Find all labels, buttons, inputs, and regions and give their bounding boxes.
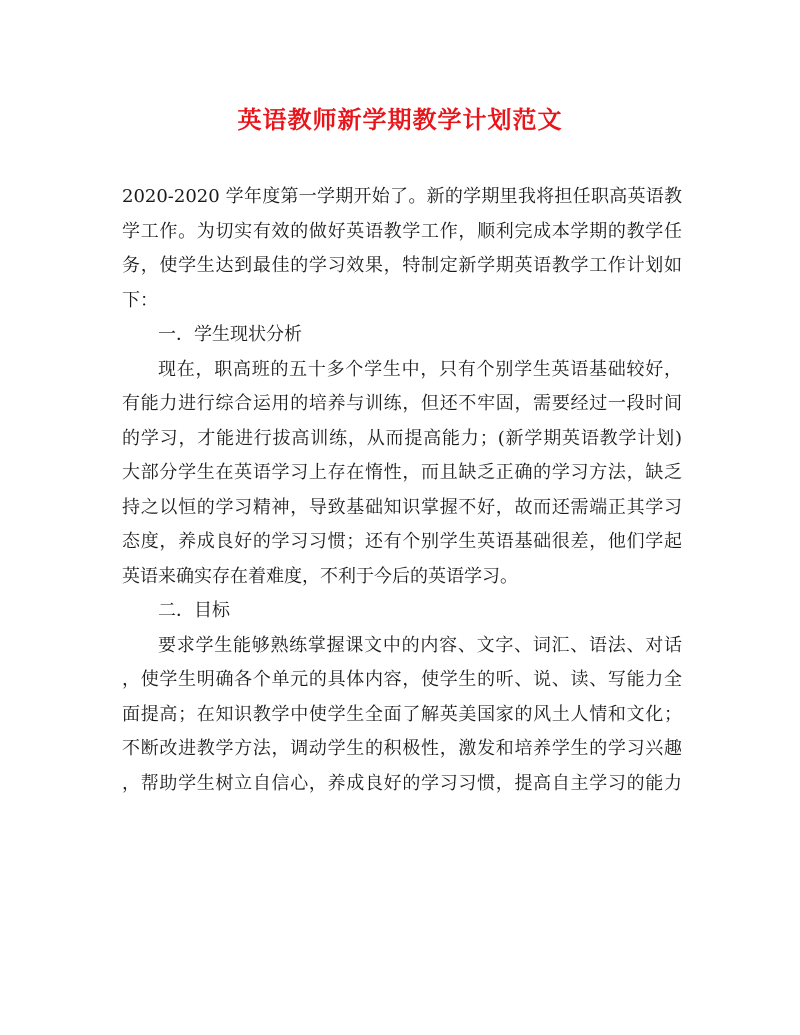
paragraph-line: 有能力进行综合运用的培养与训练，但还不牢固，需要经过一段时间 [122, 393, 682, 414]
paragraph-line: 下： [122, 289, 158, 311]
paragraph-line: 持之以恒的学习精神，导致基础知识掌握不好，故而还需端正其学习 [122, 496, 682, 518]
section-heading-goals: 二．目标 [158, 600, 230, 621]
paragraph-line: 学工作。为切实有效的做好英语教学工作，顺利完成本学期的教学任 [122, 220, 682, 242]
section-heading-student-status: 一．学生现状分析 [158, 324, 302, 345]
paragraph-line: 现在，职高班的五十多个学生中，只有个别学生英语基础较好， [158, 358, 682, 380]
paragraph-line: 要求学生能够熟练掌握课文中的内容、文字、词汇、语法、对话 [158, 634, 682, 656]
paragraph-line: ，帮助学生树立自信心，养成良好的学习习惯，提高自主学习的能力 [122, 772, 682, 794]
paragraph-line: 不断改进教学方法，调动学生的积极性，激发和培养学生的学习兴趣 [122, 738, 682, 759]
document-title: 英语教师新学期教学计划范文 [237, 105, 563, 134]
paragraph-line: 态度，养成良好的学习习惯；还有个别学生英语基础很差，他们学起 [122, 531, 682, 552]
paragraph-line: 面提高；在知识教学中使学生全面了解英美国家的风土人情和文化； [122, 703, 682, 725]
paragraph-line: 2020-2020 学年度第一学期开始了。新的学期里我将担任职高英语教 [122, 186, 682, 207]
paragraph-line: 英语来确实存在着难度，不利于今后的英语学习。 [122, 565, 518, 587]
paragraph-line: 务，使学生达到最佳的学习效果，特制定新学期英语教学工作计划如 [122, 255, 682, 276]
paragraph-line: 的学习，才能进行拔高训练，从而提高能力；(新学期英语教学计划) [122, 427, 682, 449]
paragraph-line: 大部分学生在英语学习上存在惰性，而且缺乏正确的学习方法，缺乏 [122, 462, 682, 483]
document-body [122, 180, 682, 801]
paragraph-line: ，使学生明确各个单元的具体内容，使学生的听、说、读、写能力全 [122, 669, 682, 690]
